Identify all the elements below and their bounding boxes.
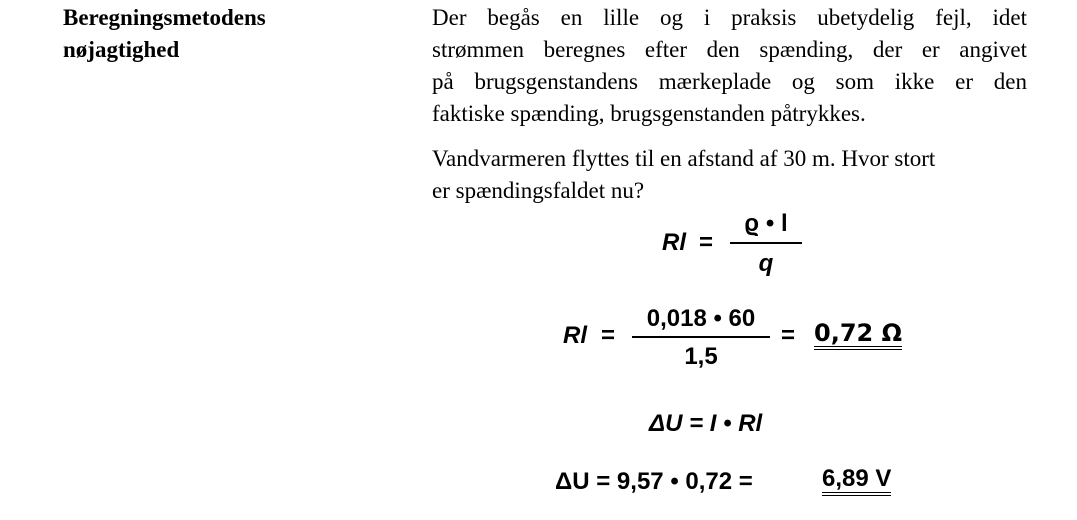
paragraph-line: faktiske spænding, brugsgenstanden påtrykkes.: [432, 101, 866, 126]
fraction: [730, 210, 802, 278]
result-value: 0,72 Ω: [814, 320, 902, 350]
formula-lhs: Rl: [662, 229, 686, 256]
equals-sign: =: [699, 229, 714, 256]
paragraph-line: Der begås en lille og i praksis ubetydelig fejl, idet: [432, 5, 1027, 30]
fraction-numerator: ϱ • l: [744, 210, 788, 237]
formula-lhs: Rl: [563, 322, 587, 349]
section-heading-line-2: nøjagtighed: [63, 37, 180, 62]
fraction-numerator: 0,018 • 60: [632, 305, 770, 338]
section-heading-line-1: Beregningsmetodens: [63, 5, 266, 30]
paragraph-error-explanation: [432, 2, 1032, 130]
formula-expression: [649, 410, 762, 438]
paragraph-line: strømmen beregnes efter den spænding, der er angivet: [432, 37, 1027, 62]
result-value: 6,89 V: [822, 466, 891, 496]
fraction: [632, 305, 770, 371]
paragraph-line: på brugsgenstandens mærkeplade og som ikke er den: [432, 69, 1027, 94]
paragraph-line: Vandvarmeren flyttes til en afstand af 30 m. Hvor stort: [432, 146, 936, 171]
formula-text: ΔU = I • Rl: [649, 410, 763, 437]
fraction-denominator: q: [758, 250, 774, 277]
paragraph-question: [432, 143, 1032, 207]
section-heading: [63, 2, 266, 66]
fraction-denominator: 1,5: [684, 343, 718, 370]
formula-expression: ΔU = 9,57 • 0,72 =: [555, 468, 753, 495]
equals-sign: =: [781, 322, 796, 349]
paragraph-line: er spændingsfaldet nu?: [432, 178, 645, 203]
equals-sign: =: [601, 322, 616, 349]
